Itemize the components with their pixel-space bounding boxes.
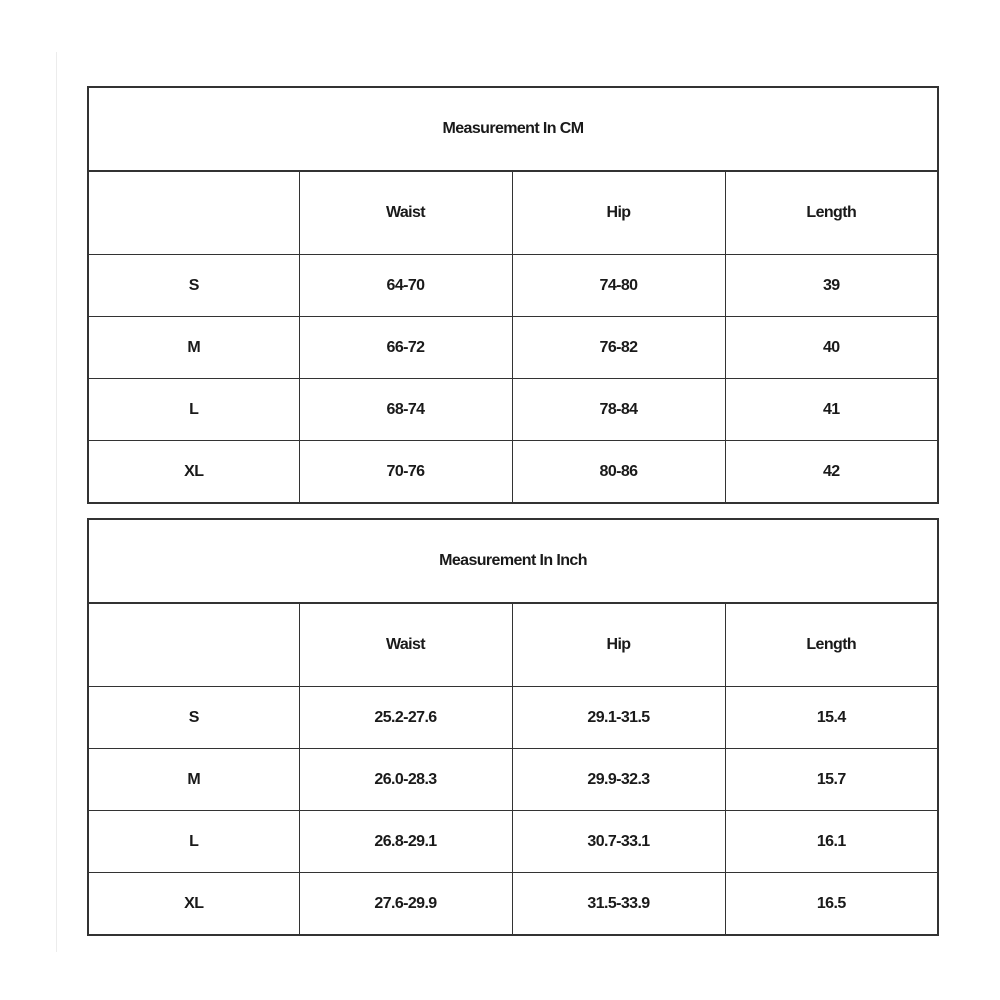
- waist-cell: 26.0-28.3: [299, 749, 512, 811]
- header-cell-length: Length: [725, 171, 938, 255]
- length-cell: 15.4: [725, 687, 938, 749]
- size-cell: M: [88, 317, 299, 379]
- hip-cell: 78-84: [512, 379, 725, 441]
- size-chart-inch-table: [87, 518, 939, 936]
- length-cell: 39: [725, 255, 938, 317]
- size-cell: L: [88, 379, 299, 441]
- waist-cell: 27.6-29.9: [299, 873, 512, 936]
- waist-cell: 68-74: [299, 379, 512, 441]
- length-cell: 40: [725, 317, 938, 379]
- table-row: [88, 255, 938, 317]
- header-cell-size: [88, 171, 299, 255]
- header-cell-size: [88, 603, 299, 687]
- hip-cell: 31.5-33.9: [512, 873, 725, 936]
- size-cell: M: [88, 749, 299, 811]
- table-title-row: [88, 519, 938, 603]
- hip-cell: 76-82: [512, 317, 725, 379]
- table-header-row: [88, 603, 938, 687]
- length-cell: 41: [725, 379, 938, 441]
- table-title: Measurement In CM: [88, 87, 938, 171]
- length-cell: 16.1: [725, 811, 938, 873]
- hip-cell: 74-80: [512, 255, 725, 317]
- size-chart-cm-table: [87, 86, 939, 504]
- table-title: Measurement In Inch: [88, 519, 938, 603]
- waist-cell: 25.2-27.6: [299, 687, 512, 749]
- table-row: [88, 749, 938, 811]
- table-row: [88, 811, 938, 873]
- hip-cell: 29.9-32.3: [512, 749, 725, 811]
- size-cell: XL: [88, 873, 299, 936]
- table-row: [88, 441, 938, 504]
- hip-cell: 30.7-33.1: [512, 811, 725, 873]
- size-cell: XL: [88, 441, 299, 504]
- header-cell-waist: Waist: [299, 171, 512, 255]
- table-row: [88, 317, 938, 379]
- page-edge-line: [56, 52, 57, 952]
- waist-cell: 26.8-29.1: [299, 811, 512, 873]
- table-row: [88, 379, 938, 441]
- header-cell-length: Length: [725, 603, 938, 687]
- table-row: [88, 873, 938, 936]
- length-cell: 15.7: [725, 749, 938, 811]
- header-cell-hip: Hip: [512, 603, 725, 687]
- hip-cell: 29.1-31.5: [512, 687, 725, 749]
- waist-cell: 70-76: [299, 441, 512, 504]
- waist-cell: 64-70: [299, 255, 512, 317]
- length-cell: 42: [725, 441, 938, 504]
- header-cell-hip: Hip: [512, 171, 725, 255]
- table-row: [88, 687, 938, 749]
- length-cell: 16.5: [725, 873, 938, 936]
- hip-cell: 80-86: [512, 441, 725, 504]
- table-header-row: [88, 171, 938, 255]
- waist-cell: 66-72: [299, 317, 512, 379]
- header-cell-waist: Waist: [299, 603, 512, 687]
- table-title-row: [88, 87, 938, 171]
- size-cell: L: [88, 811, 299, 873]
- size-cell: S: [88, 687, 299, 749]
- size-cell: S: [88, 255, 299, 317]
